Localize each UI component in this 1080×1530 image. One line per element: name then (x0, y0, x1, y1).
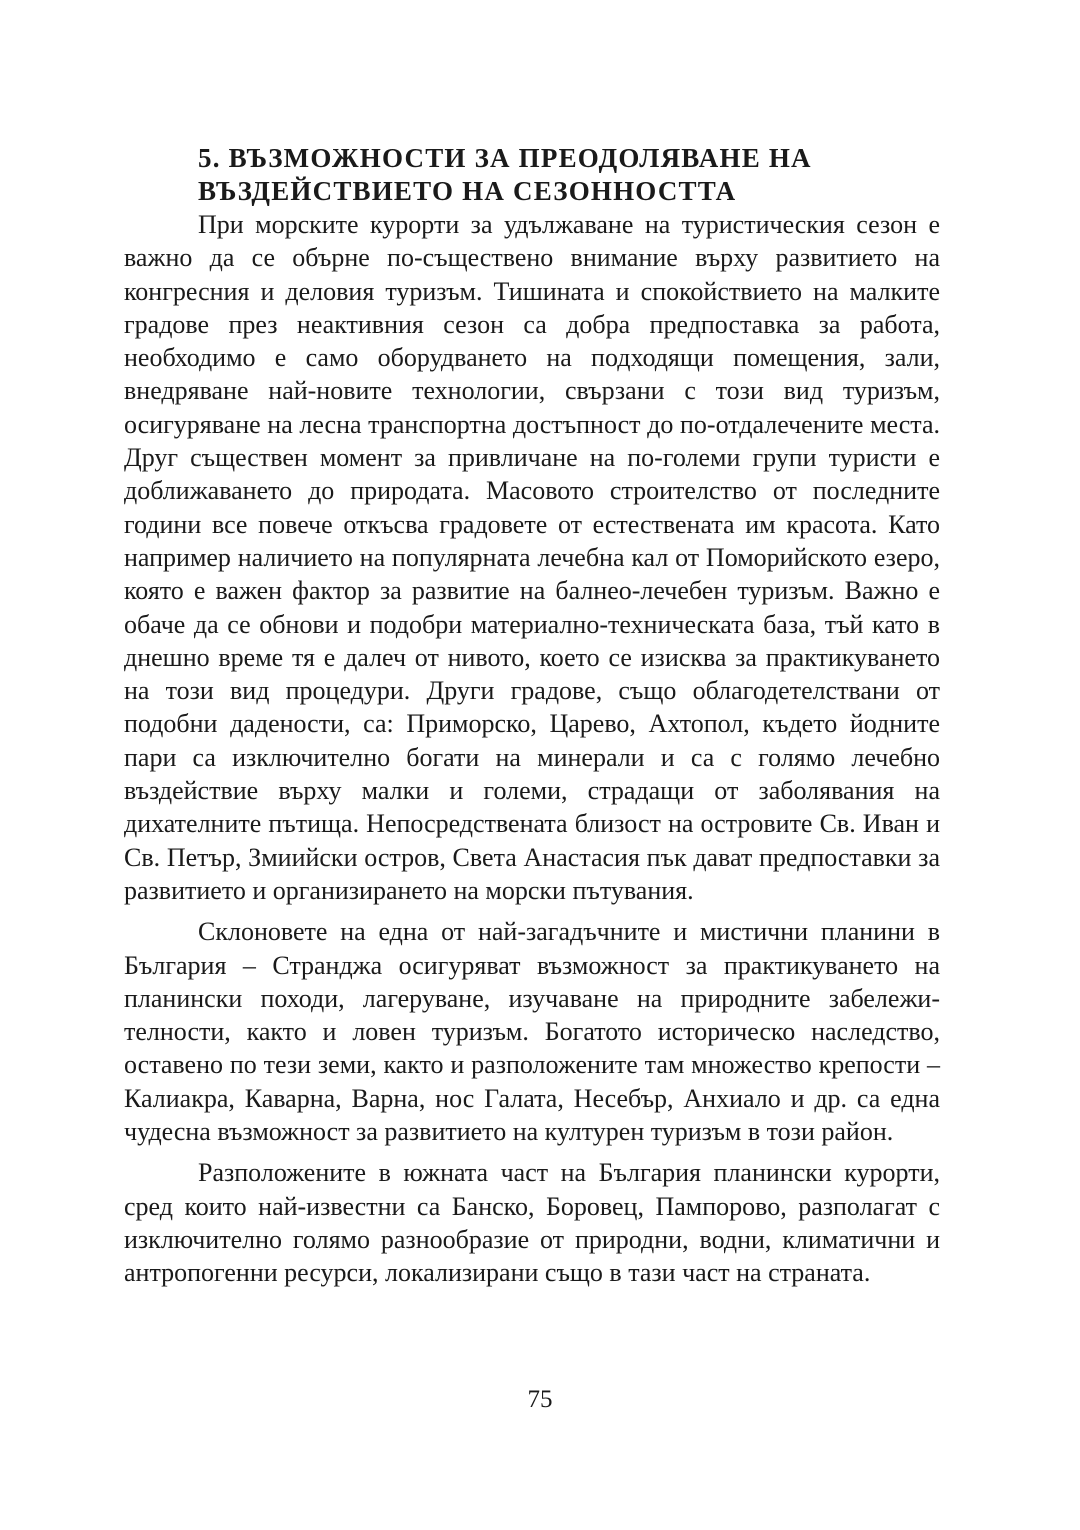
section-heading-line-2: ВЪЗДЕЙСТВИЕТО НА СЕЗОННОСТТА (198, 176, 737, 206)
page-body (124, 142, 940, 1290)
paragraph-seaside-resorts: При морските курорти за удължаване на туристическия сезон е важно да се обърне по-съществено внимание върху развитието на конгресния и деловия туризъм. Тишината и спокойствието на малките градове през неактивния сезон са добра предпоставка за работа, необходимо е само оборудването на подходящи помещения, зали, внедряване най-новите технологии, свързани с този вид туризъм, осигуряване на лесна транспортна достъпност до по-отдалечените места. Друг съществен момент за привличане на по-големи групи туристи е доближаването до природата. Масовото строителство от последните години все повече откъсва градовете от естествената им красота. Като например наличието на популярната лечебна кал от Поморийското езеро, която е важен фактор за развитие на балнео-лечебен туризъм. Важно е обаче да се обнови и подобри материално-техническата база, тъй като в днешно време тя е далеч от нивото, което се изисква за практикуването на този вид процедури. Други градове, също облагодетелствани от подобни дадености, са: Приморско, Царево, Ахтопол, където йодните пари са изключително богати на минерали и са с голямо лечебно въздействие върху малки и големи, страдащи от заболявания на дихателните пътища. Непосредствената близост на островите Св. Иван и Св. Петър, Змиийски остров, Света Анастасия пък дават предпоставки за развитието и организирането на морски пътувания. (124, 210, 940, 905)
paragraph-mountain-resorts: Разположените в южната част на България планински курорти, сред които най-известни са Банско, Боровец, Пампорово, разполагат с изключително голямо разнообразие от природни, водни, климатични и антропогенни ресурси, локализирани също в тази част на страната. (124, 1158, 940, 1288)
paragraph-strandzha: Склоновете на една от най-загадъчните и мистични планини в България – Странджа осигуряват възможност за практикуването на планински походи, лагеруване, изучаване на природните забележителности, както и ловен туризъм. Богатото историческо наследство, оставено по тези земи, както и разположените там множество крепости – Калиакра, Каварна, Варна, нос Галата, Несебър, Анхиало и др. са една чудесна възможност за развитието на културен туризъм в този район. (124, 917, 940, 1147)
section-heading (198, 142, 940, 208)
section-heading-line-1: 5. ВЪЗМОЖНОСТИ ЗА ПРЕОДОЛЯВАНЕ НА (198, 143, 812, 173)
page-number: 75 (527, 1386, 553, 1413)
